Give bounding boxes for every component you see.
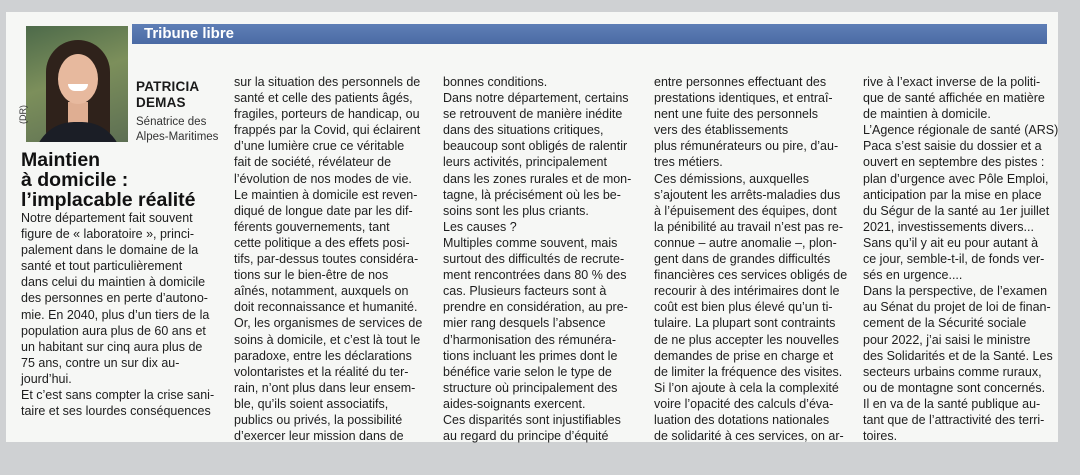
section-banner <box>132 24 1047 44</box>
author-name: PATRICIA DEMAS <box>136 79 200 110</box>
photo-face <box>58 54 98 104</box>
photo-neck <box>68 102 88 124</box>
author-role: Sénatrice des Alpes-Maritimes <box>136 116 219 143</box>
article-headline: Maintien à domicile : l’implacable réalité <box>21 149 196 211</box>
newspaper-clipping <box>6 12 1058 442</box>
article-column-1: Notre département fait souvent figure de « laboratoire », princi- palement dans le domaine de la santé et tout particulièrement dans celui du maintien à domicile des personnes en perte d’autono- mie. En 2040, plus d’un tiers de la population aura plus de 60 ans et un habitant sur cinq aura plus de 75 ans, contre un sur dix au- jourd’hui. Et c’est sans compter la crise sani- taire et ses lourdes conséquences <box>21 211 215 419</box>
author-photo <box>26 26 128 142</box>
article-column-3: bonnes conditions. Dans notre département, certains se retrouvent de manière inédite dans des situations critiques, beaucoup sont obligés de ralentir leurs activités, principalement dans les zones rurales et de mon- tagne, là précisément où les be- soins sont les plus criants. Les causes ? Multiples comme souvent, mais surtout des difficultés de recrute- ment rencontrées dans 80 % des cas. Plusieurs facteurs sont à prendre en considération, au pre- mier rang desquels l’absence d’harmonisation des rémunéra- tions incluant les primes dont le bénéfice varie selon le type de structure où principalement des aides-soignants exercent. Ces disparités sont injustifiables au regard du principe d’équité <box>443 75 632 444</box>
section-title: Tribune libre <box>144 25 235 42</box>
article-column-5: rive à l’exact inverse de la politi- que de santé affichée en matière de maintien à domicile. L’Agence régionale de santé (ARS) Paca s’est saisie du dossier et a ouvert en septembre des pistes : plan d’urgence avec Pôle Emploi, anticipation par la mise en place du Ségur de la santé au 1er juillet 2021, investissements divers... Sans qu’il y ait eu pour autant à ce jour, semble-t-il, de fonds ver- sés en urgence.... Dans la perspective, de l’examen au Sénat du projet de loi de finan- cement de la Sécurité sociale pour 2022, j’ai saisi le ministre des Solidarités et de la Santé. Les secteurs urbains comme ruraux, ou de montagne sont concernés. Il en va de la santé publique au- tant que de l’attractivité des terri- toires. <box>863 75 1059 444</box>
article-column-4: entre personnes effectuant des prestations identiques, et entraî- nent une fuite des personnels vers des établissements plus rémunérateurs ou pire, d’au- tres métiers. Ces démissions, auxquelles s’ajoutent les arrêts-maladies dus à l’épuisement des équipes, dont la pénibilité au travail n’est pas re- connue – autre anomalie –, plon- gent dans de grandes difficultés financières ces services obligés de recourir à des intérimaires dont le coût est bien plus élevé qu’un ti- tulaire. La plupart sont contraints de ne plus accepter les nouvelles demandes de prise en charge et de limiter la fréquence des visites. Si l’on ajoute à cela la complexité voire l’opacité des calculs d’éva- luation des dotations nationales de solidarité à ces services, on ar- <box>654 75 848 444</box>
article-column-2: sur la situation des personnels de santé et celle des patients âgés, fragiles, porteurs de handicap, ou frappés par la Covid, qui éclairent d’une lumière crue ce véritable fait de société, révélateur de l’évolution de nos modes de vie. Le maintien à domicile est reven- diqué de longue date par les dif- férents gouvernements, tant cette politique a des effets posi- tifs, par-dessus toutes considéra- tions sur le bien-être de nos aînés, notamment, auxquels on doit reconnaissance et humanité. Or, les organismes de services de soins à domicile, et c’est là tout le paradoxe, entre les déclarations volontaristes et la réalité du ter- rain, n’ont plus dans leur ensem- ble, qu’ils soient associatifs, publics ou privés, la possibilité d’exercer leur mission dans de <box>234 75 423 444</box>
photo-credit: (DR) <box>18 105 28 124</box>
